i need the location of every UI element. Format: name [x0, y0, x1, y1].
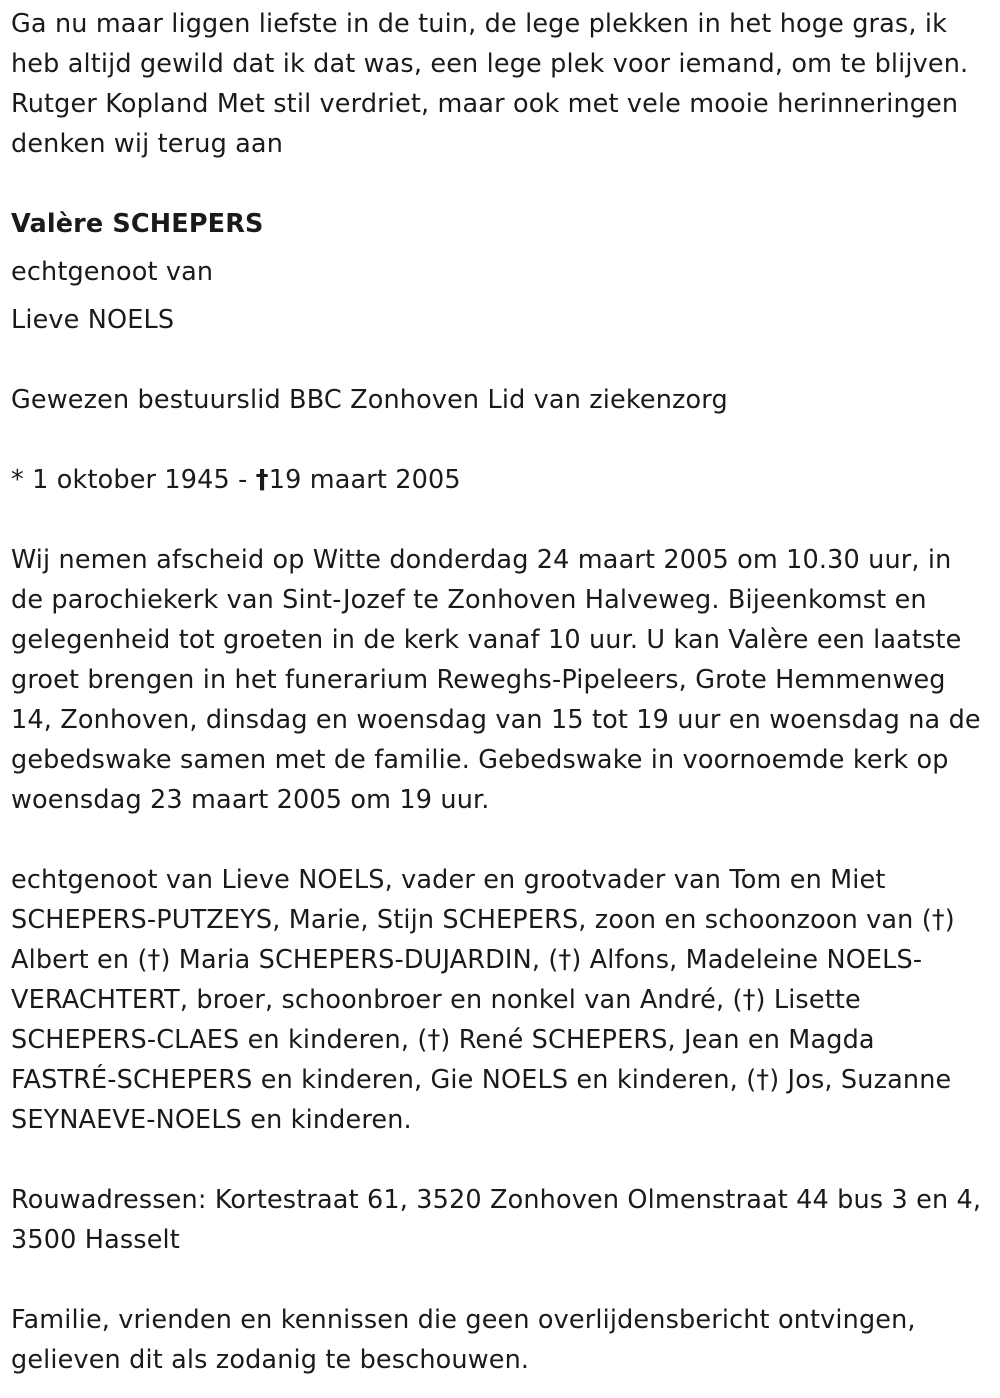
family-line: VERACHTERT, broer, schoonbroer en nonkel van André, (†) Lisette [11, 985, 861, 1015]
poem-text: Ga nu maar liggen liefste in de tuin, de lege plekken in het hoge gras, ik heb altijd gewild dat ik dat was, een lege plek voor iemand, om te blijven. Rutger Kopland Met stil verdriet, maar ook met vele mooie herinneringen denken wij terug aan [11, 9, 969, 159]
deceased-name: Valère SCHEPERS [11, 209, 264, 239]
family-line: SCHEPERS-CLAES en kinderen, (†) René SCHEPERS, Jean en Magda [11, 1025, 875, 1055]
family-line: SCHEPERS-PUTZEYS, Marie, Stijn SCHEPERS, zoon en schoonzoon van (†) [11, 905, 955, 935]
closing-text: Familie, vrienden en kennissen die geen overlijdensbericht ontvingen, gelieven dit als zodanig te beschouwen. [11, 1305, 916, 1375]
family-line: SEYNAEVE-NOELS en kinderen. [11, 1105, 412, 1135]
mourning-addresses: Rouwadressen: Kortestraat 61, 3520 Zonhoven Olmenstraat 44 bus 3 en 4, 3500 Hasselt [11, 1185, 982, 1255]
family-line: FASTRÉ-SCHEPERS en kinderen, Gie NOELS en kinderen, (†) Jos, Suzanne [11, 1065, 952, 1095]
birth-date: * 1 oktober 1945 - [11, 465, 248, 495]
relation-text: echtgenoot van [11, 257, 214, 287]
roles-text: Gewezen bestuurslid BBC Zonhoven Lid van ziekenzorg [11, 385, 728, 415]
family-line: echtgenoot van Lieve NOELS, vader en grootvader van Tom en Miet [11, 865, 886, 895]
family-line: Albert en (†) Maria SCHEPERS-DUJARDIN, (†) Alfons, Madeleine NOELS- [11, 945, 923, 975]
funeral-details: Wij nemen afscheid op Witte donderdag 24 maart 2005 om 10.30 uur, in de parochiekerk van Sint-Jozef te Zonhoven Halveweg. Bijeenkomst en gelegenheid tot groeten in de kerk vanaf 10 uur. U kan Valère een laatste groet brengen in het funerarium Reweghs-Pipeleers, Grote Hemmenweg 14, Zonhoven, dinsdag en woensdag van 15 tot 19 uur en woensdag na de gebedswake samen met de familie. Gebedswake in voornoemde kerk op woensdag 23 maart 2005 om 19 uur. [11, 545, 981, 815]
family-list [11, 860, 989, 1140]
life-dates [11, 460, 989, 500]
cross-icon: † [255, 465, 269, 495]
spouse-name: Lieve NOELS [11, 305, 175, 335]
death-date: 19 maart 2005 [268, 465, 461, 495]
